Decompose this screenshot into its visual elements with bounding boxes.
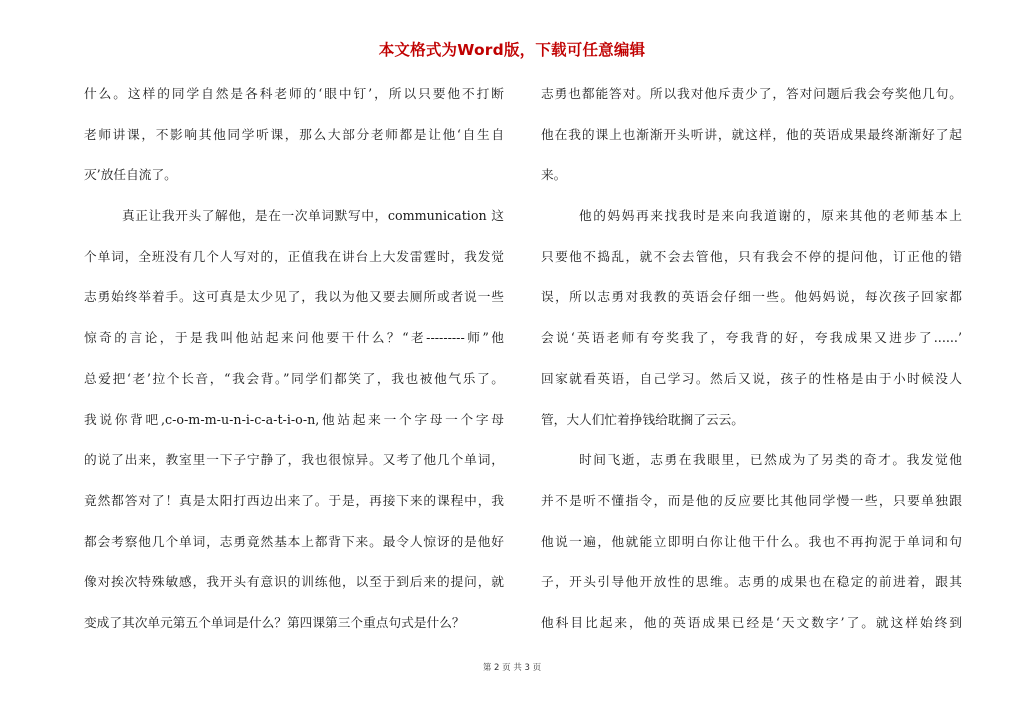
body-line: 会说‘英语老师有夸奖我了，夸我背的好，夸我成果又进步了......’ [541, 330, 962, 346]
body-line: 管，大人们忙着挣钱给耽搁了云云。 [541, 411, 744, 427]
body-line: 他的妈妈再来找我时是来向我道谢的，原来其他的老师基本上 [579, 208, 962, 224]
body-line: 个单词，全班没有几个人写对的，正值我在讲台上大发雷霆时，我发觉 [84, 248, 504, 264]
body-line: 志勇也都能答对。所以我对他斥责少了，答对问题后我会夸奖他几句。 [541, 86, 962, 101]
body-line: 回家就看英语，自己学习。然后又说，孩子的性格是由于小时候没人 [541, 370, 962, 386]
body-line: 他说一遍，他就能立即明白你让他干什么。我也不再拘泥于单词和句 [541, 533, 962, 549]
body-line: 竟然都答对了！真是太阳打西边出来了。于是，再接下来的课程中，我 [84, 492, 504, 508]
body-line: 变成了其次单元第五个单词是什么？第四课第三个重点句式是什么？ [84, 614, 465, 630]
body-line: 的说了出来，教室里一下子宁静了，我也很惊异。又考了他几个单词， [84, 452, 504, 468]
body-line: 像对挨次特殊敏感，我开头有意识的训练他，以至于到后来的提问，就 [84, 574, 504, 590]
body-line: 并不是听不懂指令，而是他的反应要比其他同学慢一些，只要单独跟 [541, 492, 962, 508]
body-line: 志勇始终举着手。这可真是太少见了，我以为他又要去厕所或者说一些 [84, 289, 504, 305]
page-number: 第 2 页 共 3 页 [482, 663, 542, 673]
header-banner: 本文格式为Word版，下载可任意编辑 [378, 41, 646, 59]
body-line: 什么。这样的同学自然是各科老师的‘眼中钉’，所以只要他不打断 [84, 86, 504, 101]
body-line: 来。 [541, 167, 567, 183]
body-line: 老师讲课，不影响其他同学听课，那么大部分老师都是让他‘自生自 [84, 126, 504, 142]
right-column [541, 82, 962, 652]
body-line: 惊奇的言论，于是我叫他站起来问他要干什么？“老---------师”他 [84, 330, 504, 346]
body-line: 都会考察他几个单词，志勇竟然基本上都背下来。最令人惊讶的是他好 [84, 533, 504, 549]
body-line: 只要他不捣乱，就不会去管他，只有我会不停的提问他，订正他的错 [541, 248, 962, 264]
left-column [84, 82, 504, 652]
body-line: 真正让我开头了解他，是在一次单词默写中，communication 这 [122, 208, 504, 224]
body-line: 误，所以志勇对我教的英语会仔细一些。他妈妈说，每次孩子回家都 [541, 289, 962, 305]
body-line: 他科目比起来，他的英语成果已经是‘天文数字’了。就这样始终到 [541, 614, 962, 630]
body-line: 他在我的课上也渐渐开头听讲，就这样，他的英语成果最终渐渐好了起 [541, 126, 962, 142]
body-line: 总爱把‘老’拉个长音，“我会背。”同学们都笑了，我也被他气乐了。 [84, 370, 504, 386]
body-line: 灭’放任自流了。 [84, 167, 177, 183]
body-line: 子，开头引导他开放性的思维。志勇的成果也在稳定的前进着，跟其 [541, 574, 962, 590]
body-line: 我说你背吧,c-o-m-m-u-n-i-c-a-t-i-o-n,他站起来一个字母一个字母 [84, 411, 504, 427]
body-line: 时间飞逝，志勇在我眼里，已然成为了另类的奇才。我发觉他 [579, 452, 962, 468]
